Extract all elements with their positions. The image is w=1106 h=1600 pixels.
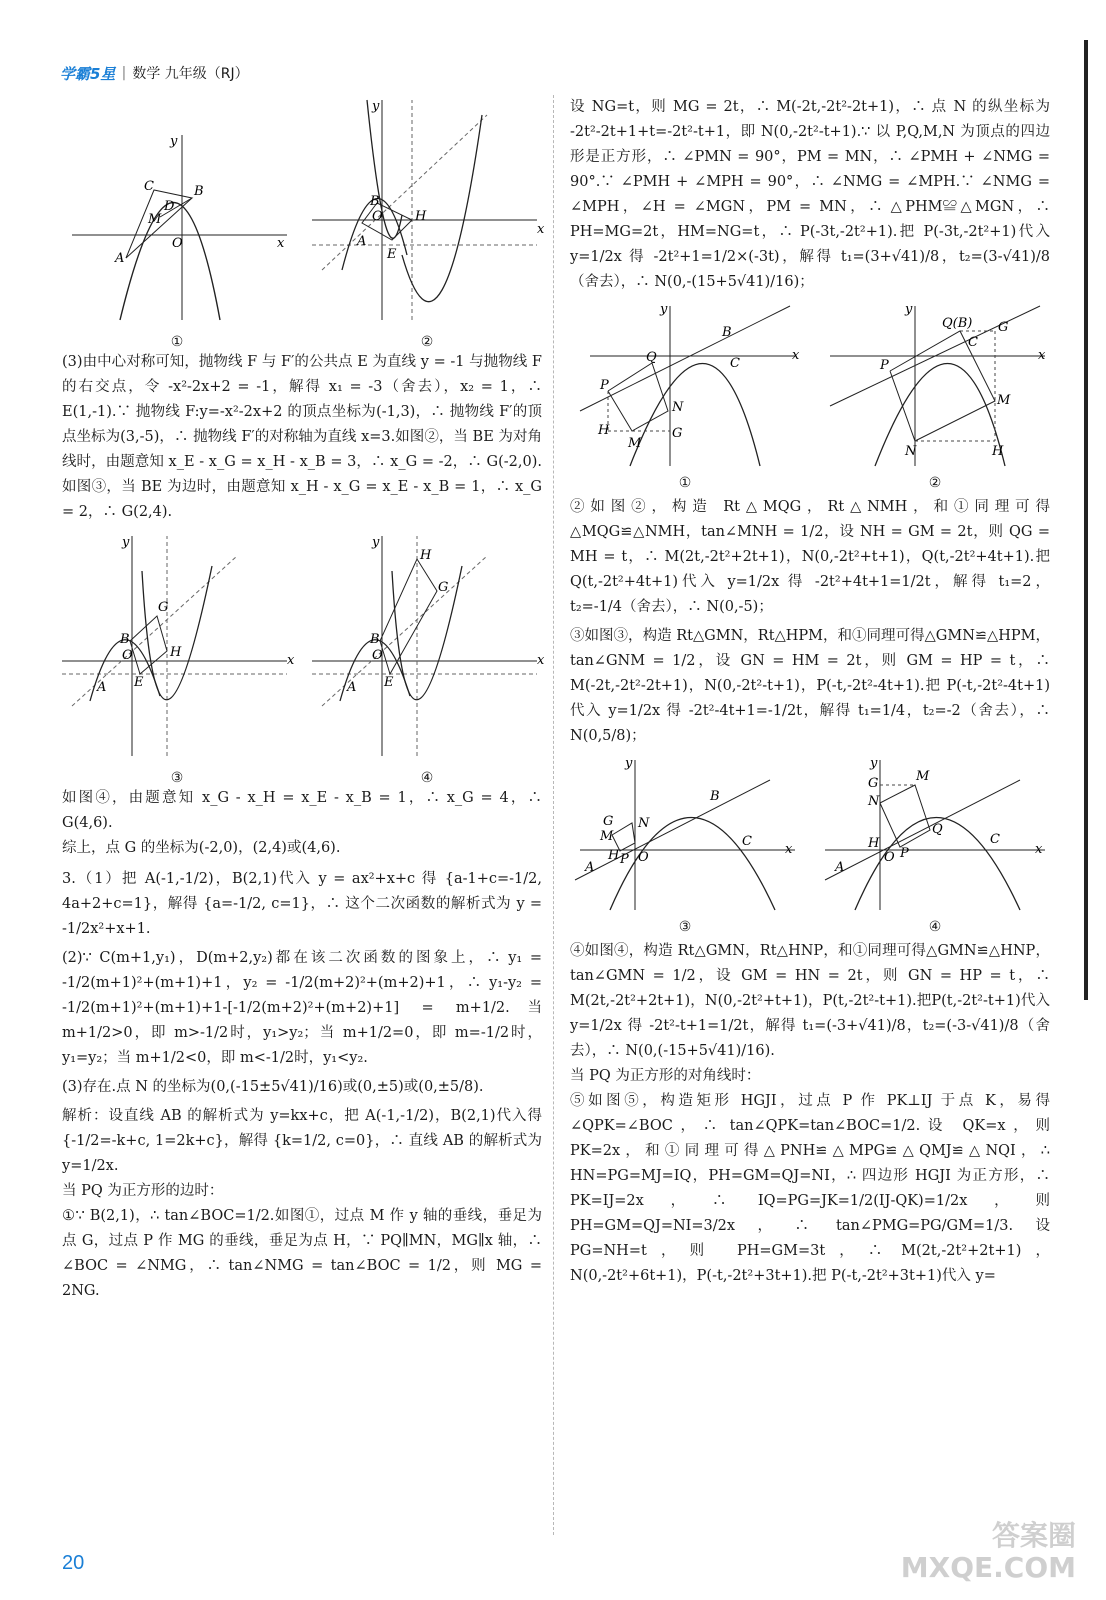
svg-text:G: G — [603, 814, 614, 829]
svg-text:N: N — [672, 400, 684, 415]
figure-2 — [312, 95, 545, 350]
paragraph: (3)由中心对称可知，抛物线 F 与 F′的公共点 E 为直线 y = -1 与抛物线 F 的右交点，令 -x²-2x+2 = -1，解得 x₁ = -3（舍去），x₂ = 1，∴ E(1,-1).∵ 抛物线 F:y=-x²-2x+2 的顶点坐标为(-1,3)，∴ 抛物线 F′的顶点坐标为(3,-5)，∴ 抛物线 F′的对称轴为直线 x=3.如图②，当 BE 为对角线时，由题意知 x_E - x_G = x_H - x_B = 3，∴ x_G = -2，∴ G(-2,0).如图③，当 BE 为边时，由题意知 x_H - x_G = x_E - x_B = 1，∴ x_G = 2，∴ G(2,4). — [62, 354, 542, 520]
figure-r1 — [570, 301, 800, 491]
page-number: 20 — [62, 1552, 85, 1574]
svg-text:C: C — [990, 832, 1000, 847]
svg-text:O: O — [638, 850, 649, 865]
svg-text:A: A — [585, 860, 595, 875]
paragraph: 3.（1）把 A(-1,-1/2)，B(2,1)代入 y = ax²+x+c 得 {a-1+c=-1/2, 4a+2+c=1}，解得 {a=-1/2, c=1}，∴ 这个二次函数的解析式为 y = -1/2x²+x+1. — [62, 871, 542, 937]
svg-text:G: G — [998, 320, 1009, 335]
figure-4-graph — [312, 531, 545, 766]
svg-text:E: E — [384, 675, 394, 690]
svg-text:O: O — [372, 648, 383, 663]
svg-text:M: M — [628, 436, 642, 451]
svg-text:P: P — [880, 358, 889, 373]
watermark-line2: MXQE.COM — [900, 1551, 1076, 1584]
svg-text:y: y — [660, 302, 668, 317]
figure-3-graph — [62, 531, 295, 766]
paragraph: 如图④，由题意知 x_G - x_H = x_E - x_B = 1，∴ x_G = 4，∴ G(4,6). — [62, 790, 542, 831]
figure-r4-graph — [820, 755, 1050, 915]
svg-text:x: x — [287, 653, 295, 668]
svg-text:C: C — [742, 834, 752, 849]
svg-text:x: x — [537, 222, 545, 237]
svg-text:O: O — [372, 209, 383, 224]
svg-text:N: N — [638, 816, 650, 831]
svg-text:M: M — [916, 769, 930, 784]
figure-r2 — [820, 301, 1050, 491]
svg-text:B: B — [194, 184, 204, 199]
svg-text:y: y — [870, 756, 878, 771]
figure-row-right-top — [570, 301, 1050, 491]
right-column — [570, 95, 1050, 1289]
svg-text:Q(B): Q(B) — [942, 316, 973, 331]
svg-text:N: N — [905, 444, 917, 459]
figure-1-graph — [62, 95, 292, 330]
svg-text:H: H — [608, 848, 620, 863]
figure-r3 — [570, 755, 800, 935]
figure-2-label: ② — [420, 334, 434, 350]
figure-r1-graph — [570, 301, 800, 471]
svg-text:B: B — [370, 632, 380, 647]
svg-text:G: G — [158, 600, 169, 615]
figure-4-label: ④ — [420, 770, 434, 786]
figure-row-right-middle — [570, 755, 1050, 935]
figure-4 — [312, 531, 545, 786]
svg-text:E: E — [387, 247, 397, 262]
svg-text:H: H — [420, 548, 432, 563]
svg-text:H: H — [598, 423, 610, 438]
figure-1-label: ① — [170, 334, 184, 350]
subject-label: 数学 九年级（RJ） — [132, 66, 249, 82]
figure-2-graph — [312, 95, 545, 330]
paragraph: ②如图②，构造 Rt△MQG，Rt△NMH，和①同理可得△MQG≌△NMH，tan∠MNH = 1/2，设 NH = GM = 2t，则 QG = MH = t，∴ M(2t,-2t²+2t+1)，N(0,-2t²+t+1)，Q(t,-2t²+4t+1).把Q(t,-2t²+4t+1)代入 y=1/2x 得 -2t²+4t+1=1/2t，解得 t₁=2，t₂=-1/4（舍去），∴ N(0,-5)； — [570, 499, 1050, 615]
svg-text:H: H — [868, 836, 880, 851]
svg-text:x: x — [1038, 348, 1046, 363]
svg-text:C: C — [144, 179, 154, 194]
svg-text:A: A — [835, 860, 845, 875]
svg-text:H: H — [170, 645, 182, 660]
svg-text:y: y — [625, 756, 633, 771]
svg-text:B: B — [710, 789, 720, 804]
paragraph: ⑤如图⑤，构造矩形 HGJI，过点 P 作 PK⊥IJ 于点 K，易得∠QPK=∠BOC，∴ tan∠QPK=tan∠BOC=1/2.设 QK=x，则 PK=2x，和①同理可得△PNH≌△MPG≌△QMJ≌△NQI，∴ HN=PG=MJ=IQ，PH=GM=QJ=NI，∴ 四边形 HGJI 为正方形，∴ PK=IJ=2x，∴ IQ=PG=JK=1/2(IJ-QK)=1/2x，则 PH=GM=QJ=NI=3/2x，∴ tan∠PMG=PG/GM=1/3.设 PG=NH=t，则 PH=GM=3t，∴ M(2t,-2t²+2t+1)，N(0,-2t²+6t+1)，P(-t,-2t²+3t+1).把 P(-t,-2t²+3t+1)代入 y= — [570, 1093, 1050, 1284]
svg-text:H: H — [992, 444, 1004, 459]
svg-text:M: M — [148, 212, 162, 227]
svg-text:P: P — [600, 378, 609, 393]
paragraph: ③如图③，构造 Rt△GMN，Rt△HPM，和①同理可得△GMN≌△HPM，tan∠GNM = 1/2，设 GN = HM = 2t，则 GM = HP = t，∴ M(-2t,-2t²-2t+1)，N(0,-2t²-t+1)，P(-t,-2t²-4t+1).把 P(-t,-2t²-4t+1)代入 y=1/2x 得 -2t²-4t+1=-1/2t，解得 t₁=1/4，t₂=-2（舍去），∴ N(0,5/8)； — [570, 628, 1050, 744]
svg-text:P: P — [900, 846, 909, 861]
svg-text:y: y — [170, 134, 178, 149]
paragraph: 解析：设直线 AB 的解析式为 y=kx+c，把 A(-1,-1/2)，B(2,1)代入得 {-1/2=-k+c, 1=2k+c}，解得 {k=1/2, c=0}，∴ 直线 AB 的解析式为 y=1/2x. — [62, 1108, 542, 1174]
svg-text:y: y — [372, 535, 380, 550]
paragraph: (3)存在.点 N 的坐标为(0,(-15±5√41)/16)或(0,±5)或(0,±5/8). — [62, 1079, 484, 1095]
svg-text:O: O — [122, 648, 133, 663]
svg-text:O: O — [172, 236, 183, 251]
svg-text:A: A — [115, 251, 125, 266]
left-block-1 — [62, 350, 542, 525]
svg-text:M: M — [600, 829, 614, 844]
svg-text:A: A — [357, 234, 367, 249]
svg-text:N: N — [868, 794, 880, 809]
svg-text:Q: Q — [646, 350, 657, 365]
svg-text:y: y — [122, 535, 130, 550]
paragraph: 设 NG=t，则 MG = 2t，∴ M(-2t,-2t²-2t+1)，∴ 点 N 的纵坐标为 -2t²-2t+1+t=-2t²-t+1，即 N(0,-2t²-t+1).∵ 以 P,Q,M,N 为顶点的四边形是正方形，∴ ∠PMN = 90°，PM = MN，∴ ∠PMH + ∠NMG = 90°.∵ ∠PMH + ∠MPH = 90°，∴ ∠NMG = ∠MPH.∵ ∠NMG = ∠MPH，∠H = ∠MGN，PM = MN，∴ △PHM≌△MGN，∴ PH=MG=2t，HM=NG=t，∴ P(-3t,-2t²+1).把 P(-3t,-2t²+1)代入 y=1/2x 得 -2t²+1=1/2×(-3t)，解得 t₁=(3+√41)/8，t₂=(3-√41)/8（舍去），∴ N(0,-(15+5√41)/16)； — [570, 99, 1050, 290]
paragraph: 当 PQ 为正方形的对角线时： — [570, 1068, 761, 1084]
figure-1 — [62, 95, 292, 350]
svg-text:x: x — [785, 842, 793, 857]
watermark-line1: 答案圈 — [991, 1519, 1076, 1552]
svg-text:x: x — [537, 653, 545, 668]
left-column — [62, 95, 545, 1304]
svg-text:O: O — [884, 850, 895, 865]
paragraph: 当 PQ 为正方形的边时： — [62, 1183, 224, 1199]
svg-text:B: B — [722, 325, 732, 340]
figure-r4 — [820, 755, 1050, 935]
brand-logo: 学霸5星 — [60, 64, 116, 83]
page-header — [60, 60, 249, 86]
svg-text:x: x — [1035, 842, 1043, 857]
paragraph: (2)∵ C(m+1,y₁)，D(m+2,y₂)都在该二次函数的图象上，∴ y₁ = -1/2(m+1)²+(m+1)+1，y₂ = -1/2(m+2)²+(m+2)+1，∴ y₁-y₂ = -1/2(m+1)²+(m+1)+1-[-1/2(m+2)²+(m+2)+1] = m+1/2.当 m+1/2>0，即 m>-1/2时，y₁>y₂；当 m+1/2=0，即 m=-1/2时，y₁=y₂；当 m+1/2<0，即 m<-1/2时，y₁<y₂. — [62, 950, 542, 1066]
svg-text:y: y — [372, 99, 380, 114]
column-divider — [553, 95, 555, 1535]
svg-text:G: G — [672, 426, 683, 441]
svg-text:x: x — [277, 236, 285, 251]
figure-row-middle — [62, 531, 545, 786]
watermark — [901, 1520, 1076, 1584]
svg-text:y: y — [905, 302, 913, 317]
svg-text:M: M — [997, 393, 1011, 408]
svg-text:B: B — [120, 632, 130, 647]
svg-text:C: C — [730, 356, 740, 371]
paragraph: ①∵ B(2,1)，∴ tan∠BOC=1/2.如图①，过点 M 作 y 轴的垂线，垂足为点 G，过点 P 作 MG 的垂线，垂足为点 H，∵ PQ∥MN，MG∥x 轴，∴ ∠BOC = ∠NMG，∴ tan∠NMG = tan∠BOC = 1/2，则 MG = 2NG. — [62, 1208, 542, 1299]
figure-r3-graph — [570, 755, 800, 915]
figure-3-label: ③ — [170, 770, 184, 786]
figure-3 — [62, 531, 295, 786]
svg-text:A: A — [347, 680, 357, 695]
svg-text:D: D — [164, 199, 175, 214]
paragraph: ④如图④，构造 Rt△GMN，Rt△HNP，和①同理可得△GMN≌△HNP，tan∠GMN = 1/2，设 GM = HN = 2t，则 GN = HP = t，∴ M(2t,-2t²+2t+1)，N(0,-2t²+t+1)，P(t,-2t²-t+1).把P(t,-2t²-t+1)代入 y=1/2x 得 -2t²-t+1=1/2t，解得 t₁=(-3+√41)/8，t₂=(-3-√41)/8（舍去），∴ N(0,(-15+5√41)/16). — [570, 943, 1050, 1059]
svg-text:A: A — [97, 680, 107, 695]
svg-text:G: G — [868, 776, 879, 791]
page-edge-tab — [1084, 40, 1088, 1000]
figure-r2-label: ② — [928, 475, 942, 491]
svg-text:C: C — [968, 335, 978, 350]
svg-text:H: H — [415, 209, 427, 224]
figure-r3-label: ③ — [678, 919, 692, 935]
figure-r2-graph — [820, 301, 1050, 471]
figure-r4-label: ④ — [928, 919, 942, 935]
left-block-2 — [62, 786, 542, 1304]
svg-text:G: G — [438, 580, 449, 595]
figure-row-top — [62, 95, 545, 350]
svg-text:P: P — [620, 852, 629, 867]
svg-text:Q: Q — [932, 822, 943, 837]
paragraph: 综上，点 G 的坐标为(-2,0)，(2,4)或(4,6). — [62, 840, 341, 856]
figure-r1-label: ① — [678, 475, 692, 491]
svg-text:x: x — [792, 348, 800, 363]
header-divider: | — [121, 65, 127, 81]
svg-text:E: E — [134, 675, 144, 690]
svg-text:B: B — [370, 194, 380, 209]
